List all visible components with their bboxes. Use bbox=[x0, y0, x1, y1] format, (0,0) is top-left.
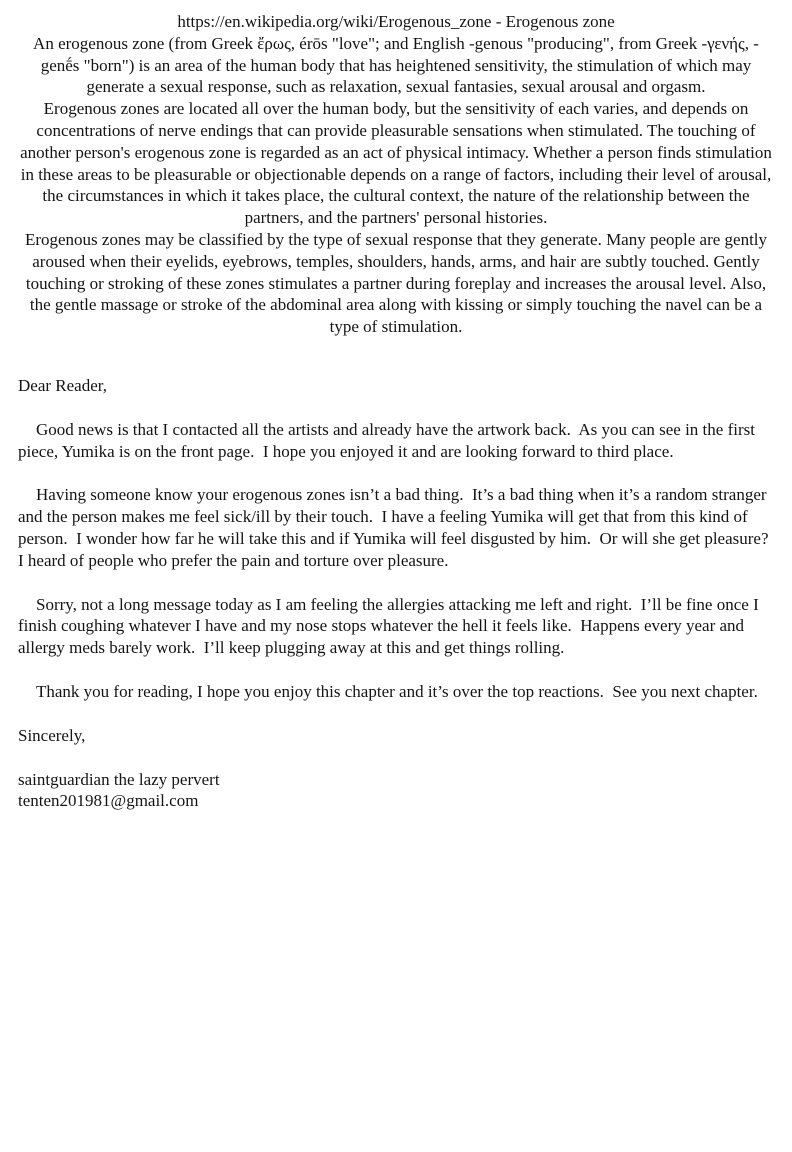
letter-paragraph-good-news: Good news is that I contacted all the artists and already have the artwork back. As you can see in the first piece, Yumika is on the front page. I hope you enjoyed it and are looking forward to third place. bbox=[18, 419, 760, 461]
wiki-paragraph-definition: An erogenous zone (from Greek ἔρως, érōs "love"; and English -genous "producing", from Greek -γενής, -genḗs "born") is an area of the human body that has heightened sensitivity, the stimulation of which may generate a sexual response, such as relaxation, sexual fantasies, sexual arousal and orgasm. bbox=[33, 33, 759, 97]
wiki-excerpt-block bbox=[18, 11, 774, 338]
letter-paragraph-allergies: Sorry, not a long message today as I am feeling the allergies attacking me left and right. I’ll be fine once I finish coughing whatever I have and my nose stops whatever the hell it feels like. Happens every year and allergy meds barely work. I’ll keep plugging away at this and get things rolling. bbox=[18, 594, 763, 658]
signature-block bbox=[18, 769, 774, 813]
wiki-paragraph-locations: Erogenous zones are located all over the human body, but the sensitivity of each varies, and depends on concentrations of nerve endings that can provide pleasurable sensations when stimulated. The touching of another person's erogenous zone is regarded as an act of physical intimacy. Whether a person finds stimulation in these areas to be pleasurable or objectionable depends on a range of factors, including their level of arousal, the circumstances in which it takes place, the cultural context, the nature of the relationship between the partners, and the partners' personal histories. bbox=[20, 99, 772, 228]
letter-salutation: Dear Reader, bbox=[18, 375, 107, 395]
letter-paragraph-thanks: Thank you for reading, I hope you enjoy this chapter and it’s over the top reactions. See you next chapter. bbox=[36, 681, 758, 701]
wiki-paragraph-classification: Erogenous zones may be classified by the type of sexual response that they generate. Many people are gently aroused when their eyelids, eyebrows, temples, shoulders, hands, arms, and hair are subtly touched. Gently touching or stroking of these zones stimulates a partner during foreplay and increases the arousal level. Also, the gentle massage or stroke of the abdominal area along with kissing or simply touching the navel can be a type of stimulation. bbox=[24, 229, 768, 337]
letter-closing: Sincerely, bbox=[18, 725, 86, 745]
letter-paragraph-erogenous-thoughts: Having someone know your erogenous zones isn’t a bad thing. It’s a bad thing when it’s a random stranger and the person makes me feel sick/ill by their touch. I have a feeling Yumika will get that from this kind of person. I wonder how far he will take this and if Yumika will feel disgusted by him. Or will she get pleasure? I heard of people who prefer the pain and torture over pleasure. bbox=[18, 485, 777, 570]
author-letter bbox=[18, 375, 777, 812]
signature-name: saintguardian the lazy pervert bbox=[18, 769, 220, 789]
wiki-source-url-line: https://en.wikipedia.org/wiki/Erogenous_zone - Erogenous zone bbox=[177, 12, 615, 31]
signature-email: tenten201981@gmail.com bbox=[18, 791, 199, 811]
